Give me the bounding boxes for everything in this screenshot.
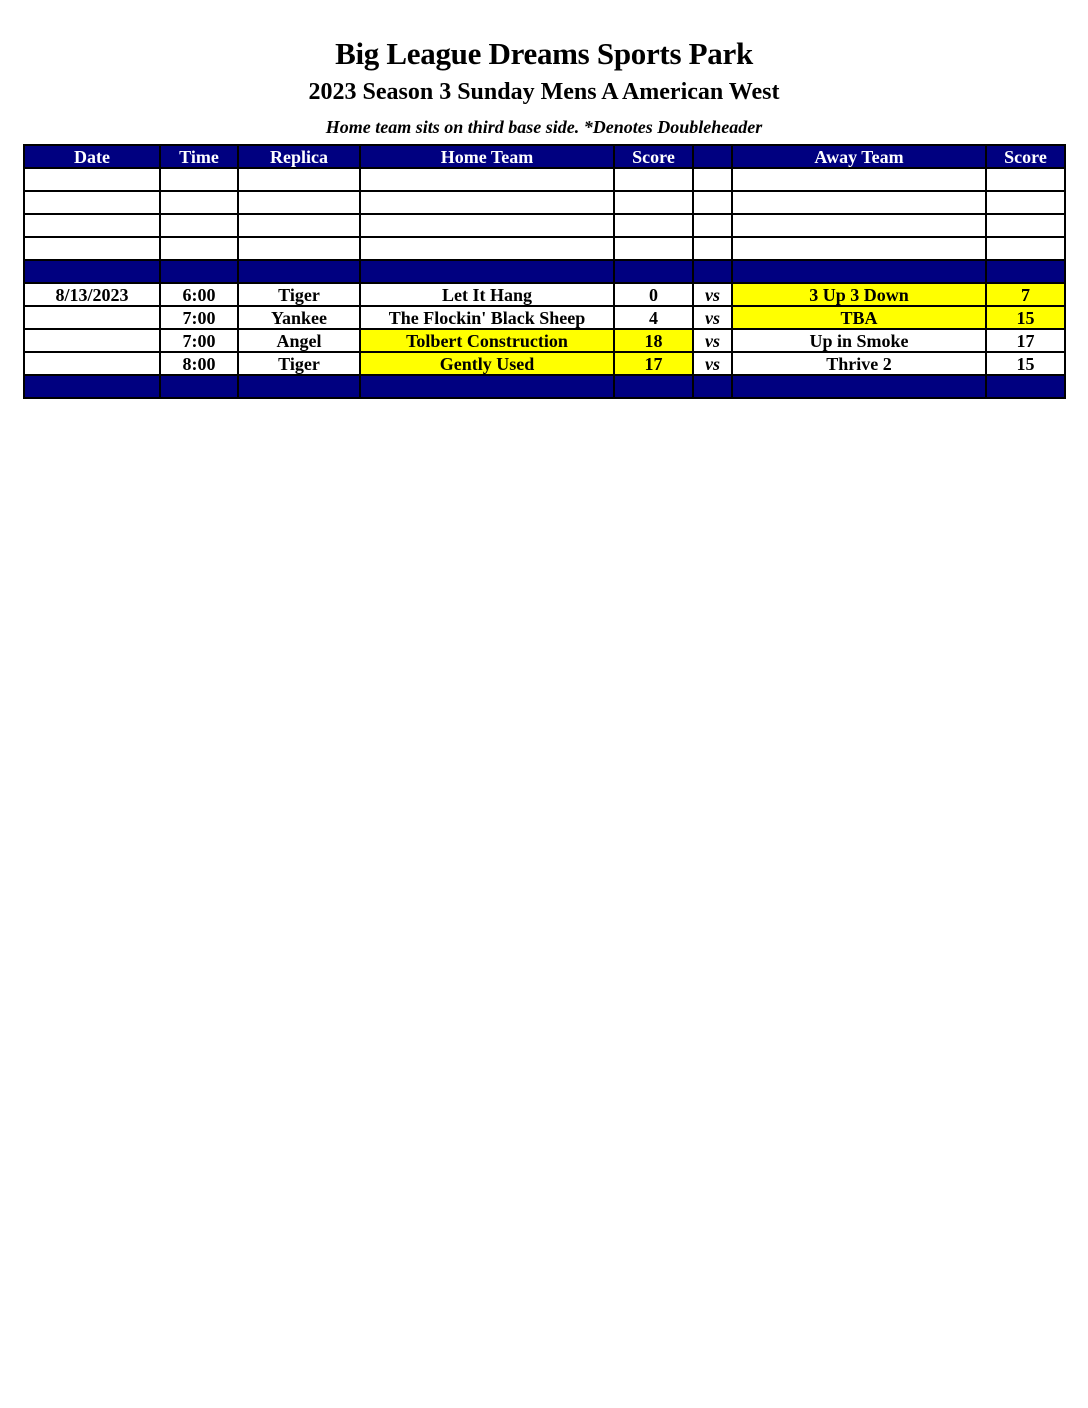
- game-replica: Angel: [238, 329, 360, 352]
- game-replica: Tiger: [238, 352, 360, 375]
- separator-band: [24, 260, 1065, 283]
- schedule-note: Home team sits on third base side. *Denotes Doubleheader: [325, 117, 763, 137]
- home-score: 17: [614, 352, 693, 375]
- away-score: 15: [986, 306, 1065, 329]
- vs-label: vs: [693, 306, 732, 329]
- game-time: 7:00: [160, 329, 238, 352]
- page-subtitle: 2023 Season 3 Sunday Mens A American West: [308, 79, 780, 105]
- page-title: Big League Dreams Sports Park: [335, 36, 753, 71]
- vs-label: vs: [693, 352, 732, 375]
- away-team: 3 Up 3 Down: [732, 283, 986, 306]
- vs-label: vs: [693, 283, 732, 306]
- game-time: 6:00: [160, 283, 238, 306]
- away-score: 7: [986, 283, 1065, 306]
- game-row: [24, 306, 1065, 329]
- column-header-away-team: Away Team: [732, 145, 986, 168]
- home-team: Tolbert Construction: [360, 329, 614, 352]
- game-row: [24, 283, 1065, 306]
- empty-row: [24, 191, 1065, 214]
- away-score: 15: [986, 352, 1065, 375]
- column-header-home-team: Home Team: [360, 145, 614, 168]
- home-team: The Flockin' Black Sheep: [360, 306, 614, 329]
- separator-band: [24, 375, 1065, 398]
- home-score: 4: [614, 306, 693, 329]
- game-row: [24, 352, 1065, 375]
- column-header-vs: [693, 145, 732, 168]
- home-score: 18: [614, 329, 693, 352]
- vs-label: vs: [693, 329, 732, 352]
- game-date: [24, 306, 160, 329]
- away-team: TBA: [732, 306, 986, 329]
- game-replica: Yankee: [238, 306, 360, 329]
- schedule-table: [23, 144, 1066, 399]
- game-replica: Tiger: [238, 283, 360, 306]
- empty-row: [24, 168, 1065, 191]
- game-date: [24, 329, 160, 352]
- game-time: 8:00: [160, 352, 238, 375]
- away-team: Thrive 2: [732, 352, 986, 375]
- away-team: Up in Smoke: [732, 329, 986, 352]
- home-score: 0: [614, 283, 693, 306]
- game-time: 7:00: [160, 306, 238, 329]
- column-header-date: Date: [24, 145, 160, 168]
- column-header-time: Time: [160, 145, 238, 168]
- column-header-away-score: Score: [986, 145, 1065, 168]
- game-row: [24, 329, 1065, 352]
- column-header-replica: Replica: [238, 145, 360, 168]
- empty-row: [24, 237, 1065, 260]
- game-date: 8/13/2023: [24, 283, 160, 306]
- game-date: [24, 352, 160, 375]
- column-header-home-score: Score: [614, 145, 693, 168]
- empty-row: [24, 214, 1065, 237]
- table-header-row: [24, 145, 1065, 168]
- home-team: Gently Used: [360, 352, 614, 375]
- home-team: Let It Hang: [360, 283, 614, 306]
- away-score: 17: [986, 329, 1065, 352]
